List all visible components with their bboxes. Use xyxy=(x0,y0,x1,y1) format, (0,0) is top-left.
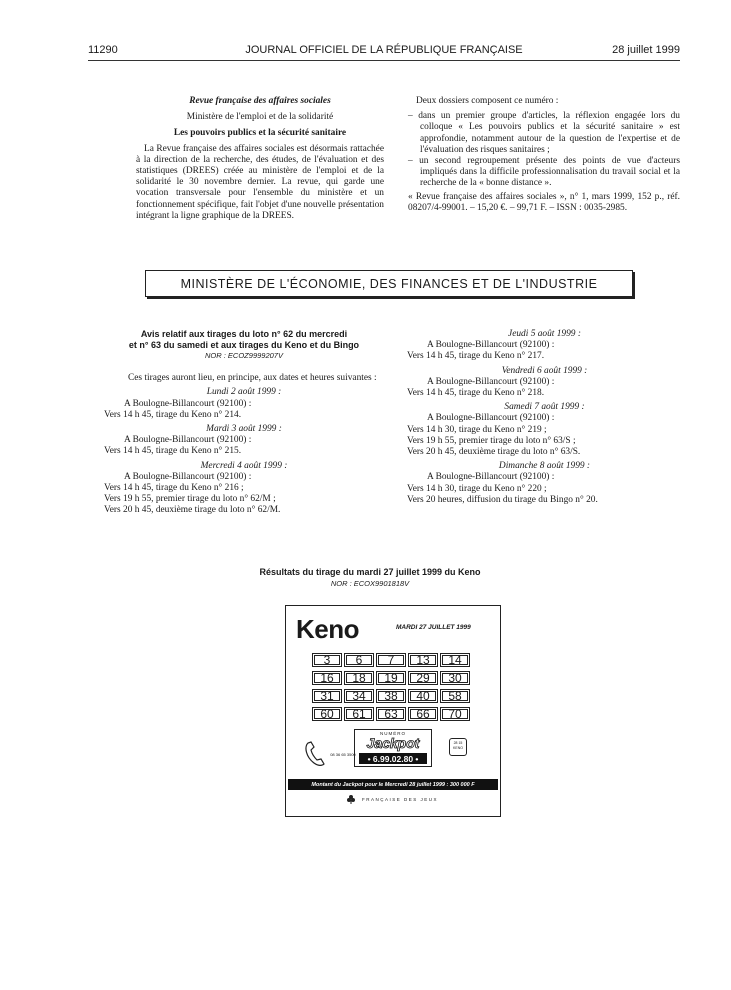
days-list-left xyxy=(104,387,384,516)
minitel-icon: 28 15 KENO xyxy=(449,738,467,756)
keno-date: MARDI 27 JUILLET 1999 xyxy=(396,624,471,631)
jackpot-banner: Montant du Jackpot pour le Mercredi 28 juillet 1999 : 300 000 F xyxy=(288,779,498,790)
keno-number-cell: 29 xyxy=(408,671,438,685)
day-schedule-line: Vers 14 h 45, tirage du Keno n° 218. xyxy=(407,388,545,399)
revue-section xyxy=(136,96,384,222)
day-heading: Samedi 7 août 1999 : xyxy=(504,402,585,413)
day-schedule-line: Vers 14 h 45, tirage du Keno n° 215. xyxy=(104,446,242,457)
day-heading: Dimanche 8 août 1999 : xyxy=(498,461,591,472)
jackpot-amount: • 6.99.02.80 • xyxy=(359,753,427,764)
day-place: A Boulogne-Billancourt (92100) : xyxy=(427,340,555,351)
day-place: A Boulogne-Billancourt (92100) : xyxy=(124,471,252,482)
revue-dossiers xyxy=(408,96,680,214)
keno-number-cell: 3 xyxy=(312,653,342,667)
day-place: A Boulogne-Billancourt (92100) : xyxy=(427,472,555,483)
avis-section xyxy=(104,329,384,517)
day-schedule-line: Vers 20 heures, diffusion du tirage du Bingo n° 20. xyxy=(407,494,598,505)
dossier-1: – dans un premier groupe d'articles, la réflexion engagée lors du colloque « Les pouvoirs publics et la sécurité sanitaire » est approfondie, notamment autour de la question de l'expertise et de l'évaluation des risques sanitaires ; xyxy=(408,111,680,155)
keno-number-cell: 7 xyxy=(376,653,406,667)
day-schedule-line: Vers 14 h 45, tirage du Keno n° 214. xyxy=(104,409,242,420)
day-schedule-line: Vers 14 h 45, tirage du Keno n° 216 ; xyxy=(104,483,244,494)
keno-number-cell: 18 xyxy=(344,671,374,685)
clover-icon xyxy=(346,794,356,804)
day-heading: Mercredi 4 août 1999 : xyxy=(200,460,288,471)
day-heading: Mardi 3 août 1999 : xyxy=(206,424,282,435)
day-heading: Lundi 2 août 1999 : xyxy=(206,387,282,398)
keno-number-cell: 38 xyxy=(376,689,406,703)
keno-logo: Keno xyxy=(296,614,359,644)
journal-title: JOURNAL OFFICIEL DE LA RÉPUBLIQUE FRANÇAISE xyxy=(245,44,523,56)
day-schedule-line: Vers 19 h 55, premier tirage du loto n° 63/S ; xyxy=(407,435,576,446)
resultats-nor: NOR : ECOX9901818V xyxy=(330,579,410,589)
keno-number-cell: 63 xyxy=(376,707,406,721)
keno-number-cell: 66 xyxy=(408,707,438,721)
ministry-banner: MINISTÈRE DE L'ÉCONOMIE, DES FINANCES ET DE L'INDUSTRIE xyxy=(145,270,633,297)
header-rule xyxy=(88,60,680,61)
day-schedule-line: Vers 14 h 30, tirage du Keno n° 220 ; xyxy=(407,483,547,494)
keno-number-cell: 13 xyxy=(408,653,438,667)
jackpot-word: Jackpot xyxy=(366,735,420,751)
day-place: A Boulogne-Billancourt (92100) : xyxy=(427,376,555,387)
issue-date: 28 juillet 1999 xyxy=(612,44,680,56)
days-list-right xyxy=(407,329,682,506)
avis-nor: NOR : ECOZ9999207V xyxy=(205,351,283,360)
jackpot-panel xyxy=(354,729,432,767)
day-place: A Boulogne-Billancourt (92100) : xyxy=(124,435,252,446)
keno-number-cell: 61 xyxy=(344,707,374,721)
keno-number-cell: 70 xyxy=(440,707,470,721)
day-place: A Boulogne-Billancourt (92100) : xyxy=(124,398,252,409)
keno-number-cell: 19 xyxy=(376,671,406,685)
avis-intro: Ces tirages auront lieu, en principe, aux dates et heures suivantes : xyxy=(128,373,377,384)
keno-number-cell: 31 xyxy=(312,689,342,703)
keno-number-cell: 6 xyxy=(344,653,374,667)
keno-number-cell: 34 xyxy=(344,689,374,703)
dossiers-intro: Deux dossiers composent ce numéro : xyxy=(416,96,559,106)
avis-title-line1: Avis relatif aux tirages du loto n° 62 du mercredi xyxy=(140,329,348,339)
avis-title-line2: et n° 63 du samedi et aux tirages du Keno et du Bingo xyxy=(128,339,360,350)
day-schedule-line: Vers 20 h 45, deuxième tirage du loto n° 63/S. xyxy=(407,447,581,458)
day-heading: Vendredi 6 août 1999 : xyxy=(501,365,588,376)
day-place: A Boulogne-Billancourt (92100) : xyxy=(427,413,555,424)
keno-number-cell: 30 xyxy=(440,671,470,685)
revue-body: La Revue française des affaires sociales est désormais rattachée à la direction de la recherche, des études, de l'évaluation et des statistiques (DREES) créée au ministère de l'emploi et de la solidarité le 30 novembre dernier. La revue, qui garde une vocation transversale pour l'ensemble du ministère et un fonctionnement spécifique, fait l'objet d'une nouvelle présentation intégrant la ligne graphique de la DREES. xyxy=(136,143,384,221)
keno-number-cell: 14 xyxy=(440,653,470,667)
dossier-2: – un second regroupement présente des points de vue d'acteurs impliqués dans la difficile professionnalisation du travail social et la recherche de la « bonne distance ». xyxy=(408,156,680,189)
keno-number-cell: 58 xyxy=(440,689,470,703)
keno-results-card xyxy=(285,605,501,817)
page-number: 11290 xyxy=(88,44,118,56)
day-schedule-line: Vers 19 h 55, premier tirage du loto n° 62/M ; xyxy=(104,494,276,505)
fdj-footer-text: FRANÇAISE DES JEUX xyxy=(362,796,439,802)
keno-number-cell: 40 xyxy=(408,689,438,703)
resultats-section xyxy=(200,567,540,589)
revue-ministry: Ministère de l'emploi et de la solidarité xyxy=(186,112,334,123)
keno-number-grid xyxy=(312,653,470,721)
keno-number-cell: 60 xyxy=(312,707,342,721)
day-schedule-line: Vers 14 h 30, tirage du Keno n° 219 ; xyxy=(407,424,547,435)
keno-number-cell: 16 xyxy=(312,671,342,685)
revue-reference: « Revue française des affaires sociales », n° 1, mars 1999, 152 p., réf. 08207/4-99001. – 15,20 €. – 99,71 F. – ISSN : 0035-2985. xyxy=(408,191,680,213)
revue-subtitle: Les pouvoirs publics et la sécurité sanitaire xyxy=(173,128,347,139)
day-schedule-line: Vers 14 h 45, tirage du Keno n° 217. xyxy=(407,351,545,362)
day-schedule-line: Vers 20 h 45, deuxième tirage du loto n° 62/M. xyxy=(104,505,281,516)
resultats-title: Résultats du tirage du mardi 27 juillet 1999 du Keno xyxy=(259,567,481,577)
days-list-right-wrap xyxy=(407,329,682,506)
revue-title: Revue française des affaires sociales xyxy=(189,96,331,106)
jackpot-label: NUMÉRO xyxy=(380,731,406,736)
day-heading: Jeudi 5 août 1999 : xyxy=(508,329,581,339)
phone-left-number: 08 36 65 3500 xyxy=(330,752,356,757)
fdj-footer xyxy=(346,794,438,804)
